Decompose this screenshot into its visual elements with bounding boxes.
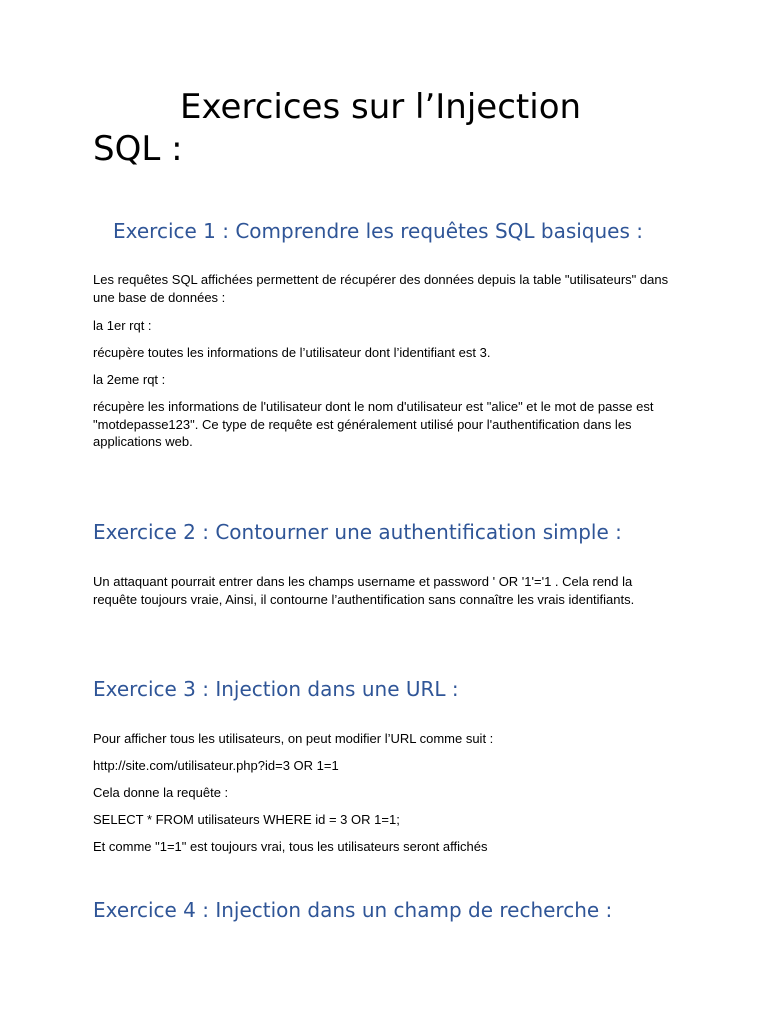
exercise-4-heading: Exercice 4 : Injection dans un champ de recherche : (93, 898, 613, 922)
exercise-3-sql: SELECT * FROM utilisateurs WHERE id = 3 OR 1=1; (93, 812, 400, 827)
exercise-3-result-label: Cela donne la requête : (93, 785, 229, 800)
title-line-1: Exercices sur l’Injection (180, 87, 582, 127)
exercise-1-heading: Exercice 1 : Comprendre les requêtes SQL basiques : (113, 219, 643, 243)
exercise-3-conclusion: Et comme "1=1" est toujours vrai, tous les utilisateurs seront affichés (93, 839, 488, 854)
exercise-3-intro: Pour afficher tous les utilisateurs, on peut modifier l’URL comme suit : (93, 731, 494, 746)
exercise-2-heading: Exercice 2 : Contourner une authentification simple : (93, 520, 622, 544)
exercise-2-text: Un attaquant pourrait entrer dans les champs username et password ' OR '1'='1 . Cela rend la requête toujours vraie, Ainsi, il contourne l’authentification sans connaître les vrais identifiants. (93, 574, 635, 607)
title-line-2: SQL : (93, 129, 183, 169)
exercise-1-query-2-label: la 2eme rqt : (93, 372, 166, 387)
exercise-1-query-1-desc: récupère toutes les informations de l’utilisateur dont l’identifiant est 3. (93, 345, 491, 360)
exercise-3-heading: Exercice 3 : Injection dans une URL : (93, 677, 459, 701)
exercise-3-url: http://site.com/utilisateur.php?id=3 OR 1=1 (93, 758, 339, 773)
exercise-1-query-2-desc: récupère les informations de l'utilisateur dont le nom d'utilisateur est "alice" et le mot de passe est "motdepasse123". Ce type de requête est généralement utilisé pour l'authentification dans les applications web. (93, 399, 654, 449)
document-title (93, 86, 653, 170)
exercise-1-intro: Les requêtes SQL affichées permettent de récupérer des données depuis la table "utilisateurs" dans une base de données : (93, 272, 669, 305)
exercise-1-query-1-label: la 1er rqt : (93, 318, 152, 333)
